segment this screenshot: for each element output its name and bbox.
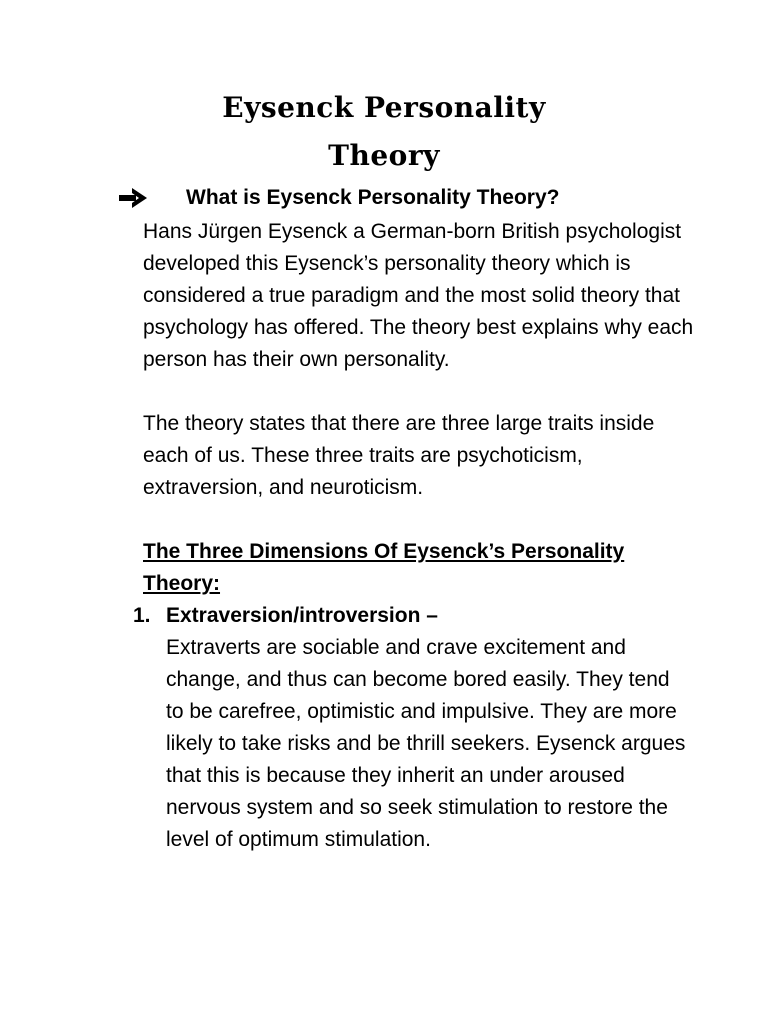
- right-arrow-icon: [118, 187, 148, 209]
- list-item: [133, 600, 723, 856]
- list-item-heading: [133, 600, 723, 632]
- traits-paragraph: The theory states that there are three large traits inside each of us. These three traits are psychoticism, extraversion, and neuroticism.: [143, 412, 655, 499]
- question-heading: What is Eysenck Personality Theory?: [186, 186, 560, 209]
- intro-paragraph: Hans Jürgen Eysenck a German-born British psychologist developed this Eysenck’s personality theory which is considered a true paradigm and the most solid theory that psychology has offered. The theory best explains why each person has their own personality.: [143, 220, 694, 371]
- list-item-body: Extraverts are sociable and crave excitement and change, and thus can become bored easily. They tend to be carefree, optimistic and impulsive. They are more likely to take risks and be thrill seekers. Eysenck argues that this is because they inherit an under aroused nervous system and so seek stimulation to restore the level of optimum stimulation.: [166, 636, 686, 851]
- document-title-line-2: Theory: [328, 139, 440, 172]
- document-title-line-1: Eysenck Personality: [222, 91, 546, 124]
- section-heading: The Three Dimensions Of Eysenck’s Personality Theory:: [143, 540, 625, 595]
- list-item-number: 1.: [133, 604, 151, 627]
- list-item-title: Extraversion/introversion –: [166, 604, 438, 627]
- question-bullet-row: [118, 180, 559, 216]
